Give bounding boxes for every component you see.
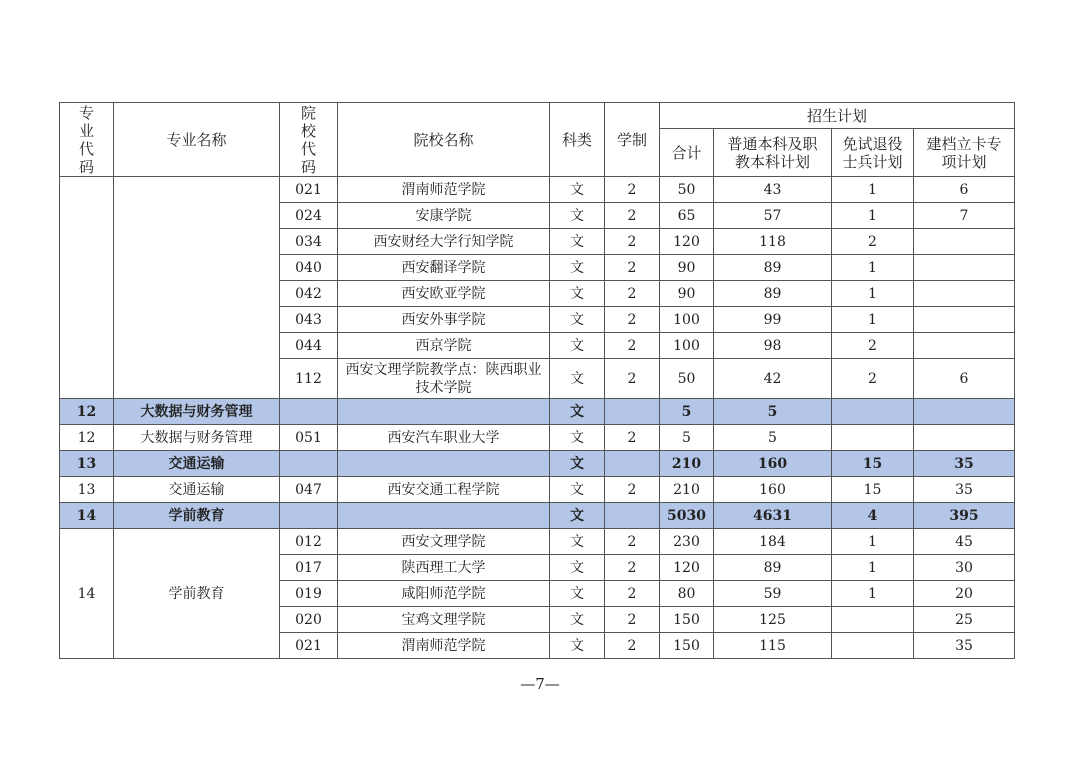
header-category: 科类 <box>550 103 605 177</box>
regular-cell: 99 <box>714 307 832 333</box>
duration-cell: 2 <box>605 281 660 307</box>
total-cell: 230 <box>660 529 714 555</box>
school-name-cell: 西安外事学院 <box>338 307 550 333</box>
veteran-cell: 4 <box>832 503 914 529</box>
school-code-cell: 043 <box>280 307 338 333</box>
poverty-cell: 6 <box>914 177 1015 203</box>
poverty-cell: 25 <box>914 607 1015 633</box>
poverty-cell <box>914 333 1015 359</box>
duration-cell: 2 <box>605 607 660 633</box>
category-cell: 文 <box>550 425 605 451</box>
veteran-cell: 1 <box>832 581 914 607</box>
school-name-cell: 西安文理学院 <box>338 529 550 555</box>
veteran-cell: 1 <box>832 555 914 581</box>
school-code-cell: 012 <box>280 529 338 555</box>
duration-cell: 2 <box>605 255 660 281</box>
poverty-cell: 45 <box>914 529 1015 555</box>
poverty-cell: 20 <box>914 581 1015 607</box>
table-row <box>60 477 1015 503</box>
veteran-cell <box>832 633 914 659</box>
veteran-cell: 2 <box>832 359 914 399</box>
major-code-cell: 14 <box>60 529 114 659</box>
regular-cell: 42 <box>714 359 832 399</box>
major-code-cell: 13 <box>60 477 114 503</box>
category-cell: 文 <box>550 607 605 633</box>
regular-cell: 4631 <box>714 503 832 529</box>
school-name-cell: 西安欧亚学院 <box>338 281 550 307</box>
regular-cell: 184 <box>714 529 832 555</box>
major-name-cell: 大数据与财务管理 <box>114 425 280 451</box>
school-name-cell: 陕西理工大学 <box>338 555 550 581</box>
total-cell: 80 <box>660 581 714 607</box>
duration-cell: 2 <box>605 203 660 229</box>
total-cell: 210 <box>660 451 714 477</box>
total-cell: 5030 <box>660 503 714 529</box>
regular-cell: 59 <box>714 581 832 607</box>
regular-cell: 125 <box>714 607 832 633</box>
poverty-cell <box>914 399 1015 425</box>
major-code-cell <box>60 177 114 399</box>
total-cell: 65 <box>660 203 714 229</box>
enrollment-plan-table <box>59 102 1015 659</box>
school-code-cell: 042 <box>280 281 338 307</box>
poverty-cell <box>914 255 1015 281</box>
total-cell: 120 <box>660 555 714 581</box>
duration-cell: 2 <box>605 177 660 203</box>
total-cell: 5 <box>660 399 714 425</box>
duration-cell <box>605 503 660 529</box>
category-cell: 文 <box>550 203 605 229</box>
veteran-cell <box>832 607 914 633</box>
regular-cell: 5 <box>714 399 832 425</box>
total-cell: 50 <box>660 177 714 203</box>
major-code-cell: 14 <box>60 503 114 529</box>
veteran-cell: 1 <box>832 529 914 555</box>
school-name-cell: 西安财经大学行知学院 <box>338 229 550 255</box>
total-cell: 120 <box>660 229 714 255</box>
major-code-cell: 13 <box>60 451 114 477</box>
school-code-cell <box>280 451 338 477</box>
veteran-cell: 1 <box>832 203 914 229</box>
school-code-cell: 034 <box>280 229 338 255</box>
total-cell: 90 <box>660 281 714 307</box>
table-row <box>60 177 1015 203</box>
category-cell: 文 <box>550 581 605 607</box>
school-code-cell: 040 <box>280 255 338 281</box>
veteran-cell: 2 <box>832 229 914 255</box>
header-school-name: 院校名称 <box>338 103 550 177</box>
summary-row <box>60 399 1015 425</box>
regular-cell: 43 <box>714 177 832 203</box>
veteran-cell: 1 <box>832 307 914 333</box>
poverty-cell <box>914 425 1015 451</box>
header-regular: 普通本科及职教本科计划 <box>714 129 832 177</box>
duration-cell <box>605 399 660 425</box>
school-code-cell: 024 <box>280 203 338 229</box>
poverty-cell: 35 <box>914 477 1015 503</box>
regular-cell: 118 <box>714 229 832 255</box>
major-name-cell: 交通运输 <box>114 477 280 503</box>
header-plan: 招生计划 <box>660 103 1015 129</box>
category-cell: 文 <box>550 477 605 503</box>
duration-cell <box>605 451 660 477</box>
veteran-cell: 15 <box>832 477 914 503</box>
regular-cell: 57 <box>714 203 832 229</box>
poverty-cell: 35 <box>914 633 1015 659</box>
school-name-cell <box>338 451 550 477</box>
poverty-cell: 6 <box>914 359 1015 399</box>
total-cell: 100 <box>660 307 714 333</box>
header-total: 合计 <box>660 129 714 177</box>
total-cell: 90 <box>660 255 714 281</box>
header-veteran: 免试退役士兵计划 <box>832 129 914 177</box>
summary-row <box>60 503 1015 529</box>
regular-cell: 160 <box>714 477 832 503</box>
duration-cell: 2 <box>605 581 660 607</box>
category-cell: 文 <box>550 529 605 555</box>
school-name-cell: 西安翻译学院 <box>338 255 550 281</box>
table-row <box>60 425 1015 451</box>
school-code-cell: 051 <box>280 425 338 451</box>
poverty-cell: 30 <box>914 555 1015 581</box>
major-name-cell: 学前教育 <box>114 503 280 529</box>
school-name-cell <box>338 503 550 529</box>
major-name-cell: 交通运输 <box>114 451 280 477</box>
veteran-cell: 1 <box>832 177 914 203</box>
page-number: —7— <box>520 675 560 693</box>
poverty-cell: 7 <box>914 203 1015 229</box>
total-cell: 210 <box>660 477 714 503</box>
header-school-code: 院校代码 <box>280 103 338 177</box>
school-name-cell: 西安文理学院教学点：陕西职业技术学院 <box>338 359 550 399</box>
duration-cell: 2 <box>605 555 660 581</box>
school-name-cell: 安康学院 <box>338 203 550 229</box>
duration-cell: 2 <box>605 307 660 333</box>
major-name-cell: 学前教育 <box>114 529 280 659</box>
regular-cell: 89 <box>714 555 832 581</box>
total-cell: 100 <box>660 333 714 359</box>
school-name-cell: 渭南师范学院 <box>338 177 550 203</box>
duration-cell: 2 <box>605 425 660 451</box>
school-code-cell: 021 <box>280 633 338 659</box>
school-code-cell <box>280 399 338 425</box>
school-name-cell: 西安交通工程学院 <box>338 477 550 503</box>
veteran-cell: 1 <box>832 255 914 281</box>
regular-cell: 5 <box>714 425 832 451</box>
veteran-cell: 1 <box>832 281 914 307</box>
total-cell: 50 <box>660 359 714 399</box>
category-cell: 文 <box>550 229 605 255</box>
school-name-cell: 西京学院 <box>338 333 550 359</box>
major-code-cell: 12 <box>60 425 114 451</box>
category-cell: 文 <box>550 255 605 281</box>
veteran-cell: 2 <box>832 333 914 359</box>
duration-cell: 2 <box>605 529 660 555</box>
school-name-cell: 咸阳师范学院 <box>338 581 550 607</box>
category-cell: 文 <box>550 451 605 477</box>
regular-cell: 115 <box>714 633 832 659</box>
regular-cell: 89 <box>714 281 832 307</box>
duration-cell: 2 <box>605 633 660 659</box>
table-row <box>60 529 1015 555</box>
category-cell: 文 <box>550 333 605 359</box>
category-cell: 文 <box>550 555 605 581</box>
regular-cell: 160 <box>714 451 832 477</box>
regular-cell: 98 <box>714 333 832 359</box>
school-code-cell <box>280 503 338 529</box>
category-cell: 文 <box>550 503 605 529</box>
veteran-cell <box>832 425 914 451</box>
school-code-cell: 017 <box>280 555 338 581</box>
summary-row <box>60 451 1015 477</box>
poverty-cell <box>914 229 1015 255</box>
poverty-cell: 35 <box>914 451 1015 477</box>
category-cell: 文 <box>550 177 605 203</box>
school-name-cell: 西安汽车职业大学 <box>338 425 550 451</box>
total-cell: 150 <box>660 607 714 633</box>
duration-cell: 2 <box>605 477 660 503</box>
regular-cell: 89 <box>714 255 832 281</box>
school-code-cell: 047 <box>280 477 338 503</box>
school-name-cell <box>338 399 550 425</box>
poverty-cell: 395 <box>914 503 1015 529</box>
school-name-cell: 渭南师范学院 <box>338 633 550 659</box>
school-code-cell: 020 <box>280 607 338 633</box>
category-cell: 文 <box>550 399 605 425</box>
school-code-cell: 112 <box>280 359 338 399</box>
category-cell: 文 <box>550 307 605 333</box>
duration-cell: 2 <box>605 359 660 399</box>
header-duration: 学制 <box>605 103 660 177</box>
veteran-cell: 15 <box>832 451 914 477</box>
major-name-cell <box>114 177 280 399</box>
duration-cell: 2 <box>605 333 660 359</box>
category-cell: 文 <box>550 633 605 659</box>
header-major-name: 专业名称 <box>114 103 280 177</box>
header-major-code: 专业代码 <box>60 103 114 177</box>
poverty-cell <box>914 281 1015 307</box>
school-code-cell: 019 <box>280 581 338 607</box>
total-cell: 150 <box>660 633 714 659</box>
category-cell: 文 <box>550 281 605 307</box>
veteran-cell <box>832 399 914 425</box>
duration-cell: 2 <box>605 229 660 255</box>
category-cell: 文 <box>550 359 605 399</box>
school-code-cell: 021 <box>280 177 338 203</box>
major-name-cell: 大数据与财务管理 <box>114 399 280 425</box>
total-cell: 5 <box>660 425 714 451</box>
header-poverty: 建档立卡专项计划 <box>914 129 1015 177</box>
school-code-cell: 044 <box>280 333 338 359</box>
poverty-cell <box>914 307 1015 333</box>
major-code-cell: 12 <box>60 399 114 425</box>
school-name-cell: 宝鸡文理学院 <box>338 607 550 633</box>
